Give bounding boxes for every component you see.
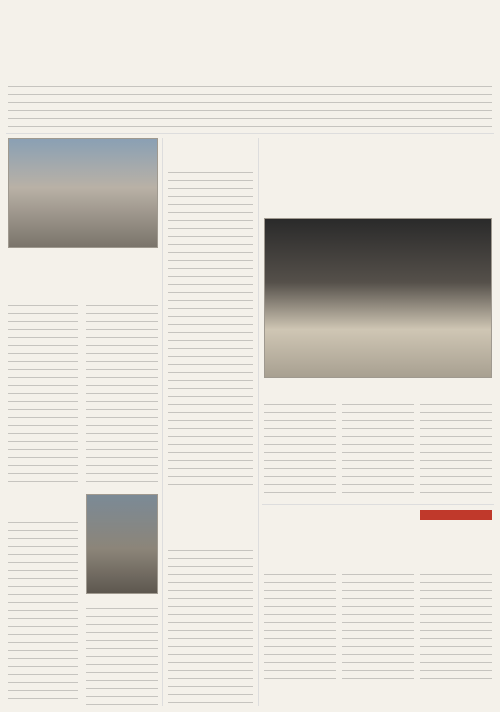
main-headline (6, 34, 494, 66)
article-2-subtitle (8, 506, 78, 518)
article-1-title (8, 264, 158, 278)
article-5-byline (264, 392, 492, 401)
article-5-subtitle (264, 196, 492, 208)
street-photo-caption (86, 596, 158, 604)
article-4-body (168, 550, 253, 706)
article-4-title (168, 506, 253, 520)
article-6-title (264, 524, 492, 544)
intro-paragraph (8, 86, 492, 130)
article-6-tag (422, 510, 490, 520)
article-6-body-col3 (420, 574, 492, 686)
roadside-photo-caption (8, 250, 158, 258)
article-6-subtitle (264, 546, 492, 558)
car-trunk-photo-caption (264, 380, 492, 388)
street-photo (86, 494, 158, 594)
watermark (330, 690, 494, 706)
article-1-body-col2 (86, 305, 158, 483)
article-6-body-col1 (264, 574, 336, 686)
article-4-subtitle (168, 522, 253, 546)
article-5-title (264, 150, 492, 190)
roadside-photo (8, 138, 158, 248)
article-1-subtitle (8, 280, 158, 292)
article-6-section (264, 510, 414, 520)
article-2-body-col2 (86, 608, 158, 706)
article-2-body (8, 522, 78, 706)
article-3-body (168, 172, 253, 492)
kicker-headline (6, 6, 494, 32)
article-1-body-col1 (8, 305, 78, 483)
article-3-title (168, 140, 253, 154)
article-5-body-col1 (264, 404, 336, 500)
article-6-byline (264, 562, 492, 571)
car-trunk-photo (264, 218, 492, 378)
article-2-title (8, 490, 78, 504)
right-section-divider (262, 504, 494, 505)
article-5-body-col2 (342, 404, 414, 500)
article-6-body-col2 (342, 574, 414, 686)
article-5-body-col3 (420, 404, 492, 500)
article-1-byline (8, 294, 158, 303)
intro-divider (6, 133, 494, 134)
top-byline (8, 72, 492, 82)
article-3-subtitle (168, 156, 253, 168)
column-divider-1 (162, 138, 163, 706)
column-divider-2 (258, 138, 259, 706)
